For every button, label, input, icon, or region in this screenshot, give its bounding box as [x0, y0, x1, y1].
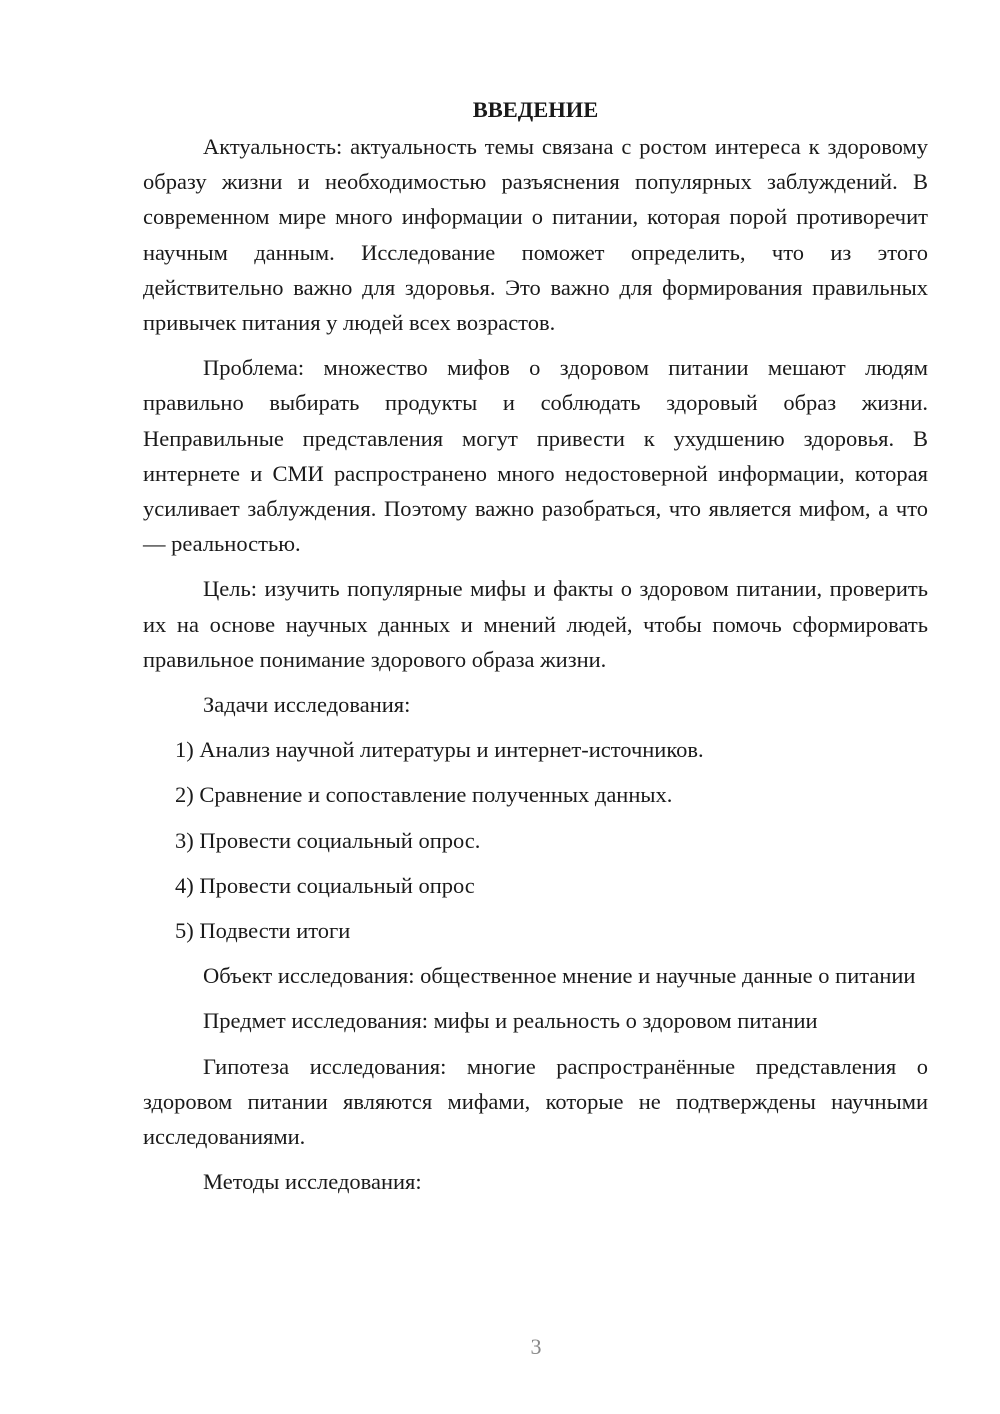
object-paragraph: Объект исследования: общественное мнение и научные данные о питании [203, 963, 916, 989]
task-item: 4) Провести социальный опрос [175, 872, 475, 898]
task-item: 5) Подвести итоги [175, 918, 351, 944]
methods-heading: Методы исследования: [203, 1169, 422, 1195]
problem-paragraph: Проблема: множество мифов о здоровом питании мешают людям правильно выбирать продукты и соблюдать здоровый образ жизни. Неправильные представления могут привести к ухудшению здоровья. В интернете и СМИ распространено много недостоверной информации, которая усиливает заблуждения. Поэтому важно разобраться, что является мифом, а что — реальностью. [143, 355, 928, 557]
section-title: ВВЕДЕНИЕ [472, 97, 599, 122]
page-number: 3 [530, 1334, 542, 1359]
tasks-heading: Задачи исследования: [203, 692, 411, 718]
task-item: 3) Провести социальный опрос. [175, 827, 481, 853]
subject-paragraph: Предмет исследования: мифы и реальность о здоровом питании [203, 1008, 818, 1034]
task-item: 2) Сравнение и сопоставление полученных данных. [175, 782, 673, 808]
page-content [143, 92, 928, 1209]
relevance-paragraph: Актуальность: актуальность темы связана с ростом интереса к здоровому образу жизни и необходимостью разъяснения популярных заблуждений. В современном мире много информации о питании, которая порой противоречит научным данным. Исследование поможет определить, что из этого действительно важно для здоровья. Это важно для формирования правильных привычек питания у людей всех возрастов. [143, 134, 928, 336]
task-item: 1) Анализ научной литературы и интернет-источников. [175, 737, 704, 763]
tasks-list [143, 732, 928, 948]
goal-paragraph: Цель: изучить популярные мифы и факты о здоровом питании, проверить их на основе научных данных и мнений людей, чтобы помочь сформировать правильное понимание здорового образа жизни. [143, 576, 928, 672]
hypothesis-paragraph: Гипотеза исследования: многие распространённые представления о здоровом питании являются мифами, которые не подтверждены научными исследованиями. [143, 1053, 928, 1150]
